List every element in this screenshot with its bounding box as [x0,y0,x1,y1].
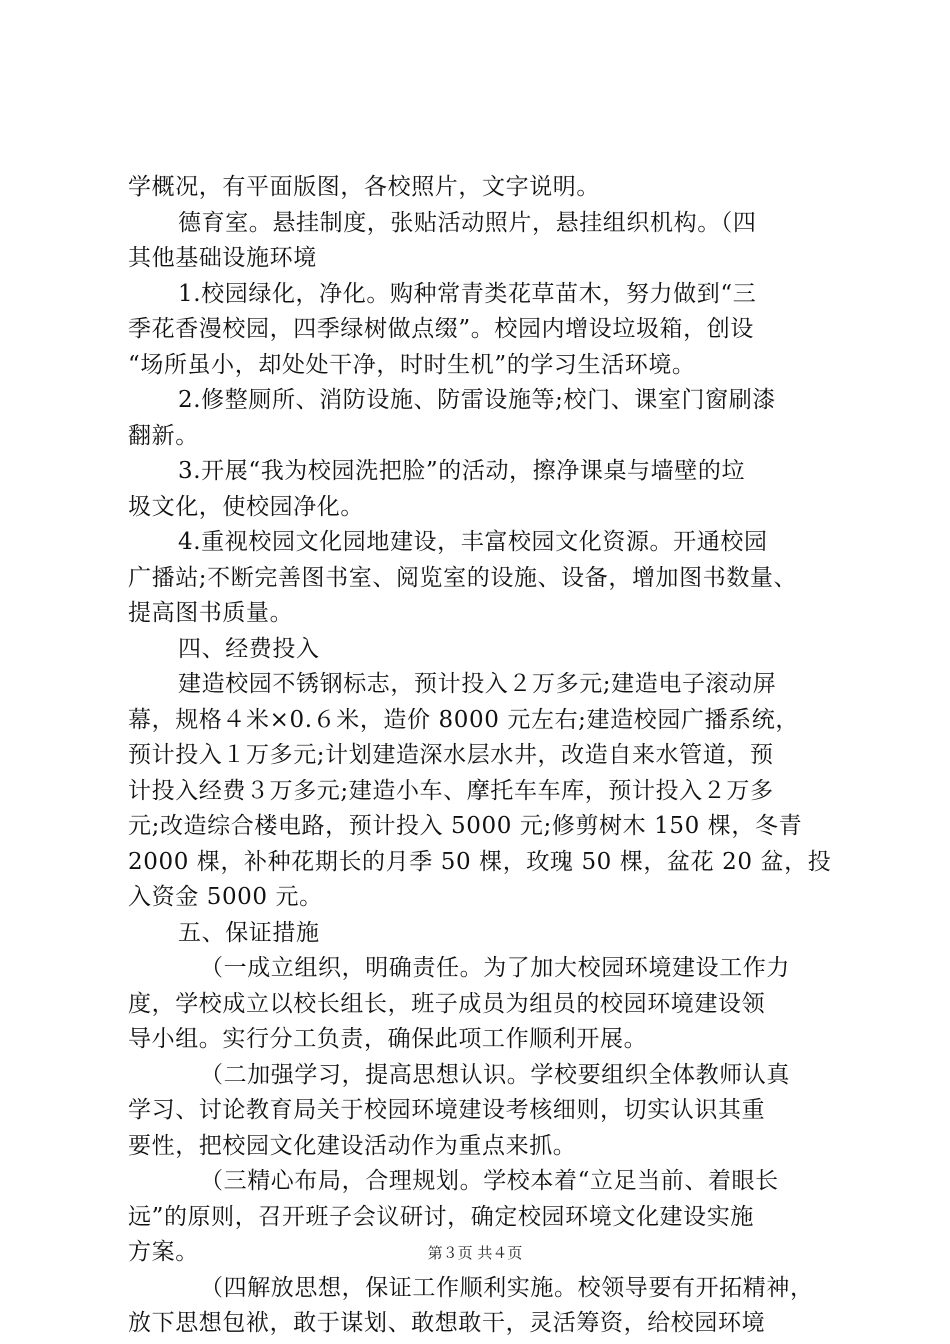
text-line: 3.开展“我为校园洗把脸”的活动，擦净课桌与墙壁的垃 [178,458,746,484]
text-line: 其他基础设施环境 [128,245,317,271]
text-line: 预计投入１万多元;计划建造深水层水井，改造自来水管道，预 [128,742,774,768]
text-line: 翻新。 [128,422,199,449]
text-line: 季花香漫校园，四季绿树做点缀”。校园内增设垃圾箱，创设 [128,316,754,342]
text-line: 要性，把校园文化建设活动作为重点来抓。 [128,1132,577,1159]
text-line: 2.修整厕所、消防设施、防雷设施等;校门、课室门窗刷漆 [178,387,776,413]
text-line: 导小组。实行分工负责，确保此项工作顺利开展。 [128,1026,648,1052]
text-line: 广播站;不断完善图书室、阅览室的设施、设备，增加图书数量、 [128,564,798,591]
text-line: （一成立组织，明确责任。为了加大校园环境建设工作力 [200,955,790,981]
text-line: 元;改造综合楼电路，预计投入 5000 元;修剪树木 150 棵，冬青 [128,813,803,839]
text-line: 远”的原则，召开班子会议研讨，确定校园环境文化建设实施 [128,1203,754,1230]
text-line: 4.重视校园文化园地建设，丰富校园文化资源。开通校园 [178,529,768,555]
text-line: 计投入经费３万多元;建造小车、摩托车车库，预计投入２万多 [128,777,774,804]
page-number-footer: 第３页 共４页 [427,1244,523,1262]
text-line: （二加强学习，提高思想认识。学校要组织全体教师认真 [200,1061,790,1088]
section-heading: 四、经费投入 [178,635,320,662]
text-line: 德育室。悬挂制度，张贴活动照片，悬挂组织机构。（四 [178,209,757,236]
section-heading: 五、保证措施 [178,919,320,946]
text-line: “场所虽小，却处处干净，时时生机”的学习生活环境。 [128,351,696,378]
text-line: 建造校园不锈钢标志，预计投入２万多元;建造电子滚动屏 [178,671,777,697]
document-body [128,170,838,1342]
text-line: 学概况，有平面版图，各校照片，文字说明。 [128,174,600,200]
text-line: 2000 棵，补种花期长的月季 50 棵，玫瑰 50 棵，盆花 20 盆，投 [128,848,832,875]
text-line: （三精心布局，合理规划。学校本着“立足当前、着眼长 [200,1168,779,1194]
text-line: 方案。 [128,1239,199,1265]
text-line: 幕，规格４米×0.６米，造价 8000 元左右;建造校园广播系统， [128,706,799,733]
text-line: 度，学校成立以校长组长，班子成员为组员的校园环境建设领 [128,990,766,1017]
text-line: 圾文化，使校园净化。 [128,493,364,520]
text-line: 放下思想包袱，敢于谋划、敢想敢干，灵活筹资，给校园环境 [128,1310,766,1336]
text-line: 学习、讨论教育局关于校园环境建设考核细则，切实认识其重 [128,1097,766,1123]
text-line: 提高图书质量。 [128,600,294,626]
text-line: （四解放思想，保证工作顺利实施。校领导要有开拓精神， [200,1274,814,1301]
text-line: 1.校园绿化，净化。购种常青类花草苗木，努力做到“三 [178,280,757,307]
text-line: 入资金 5000 元。 [128,884,323,910]
